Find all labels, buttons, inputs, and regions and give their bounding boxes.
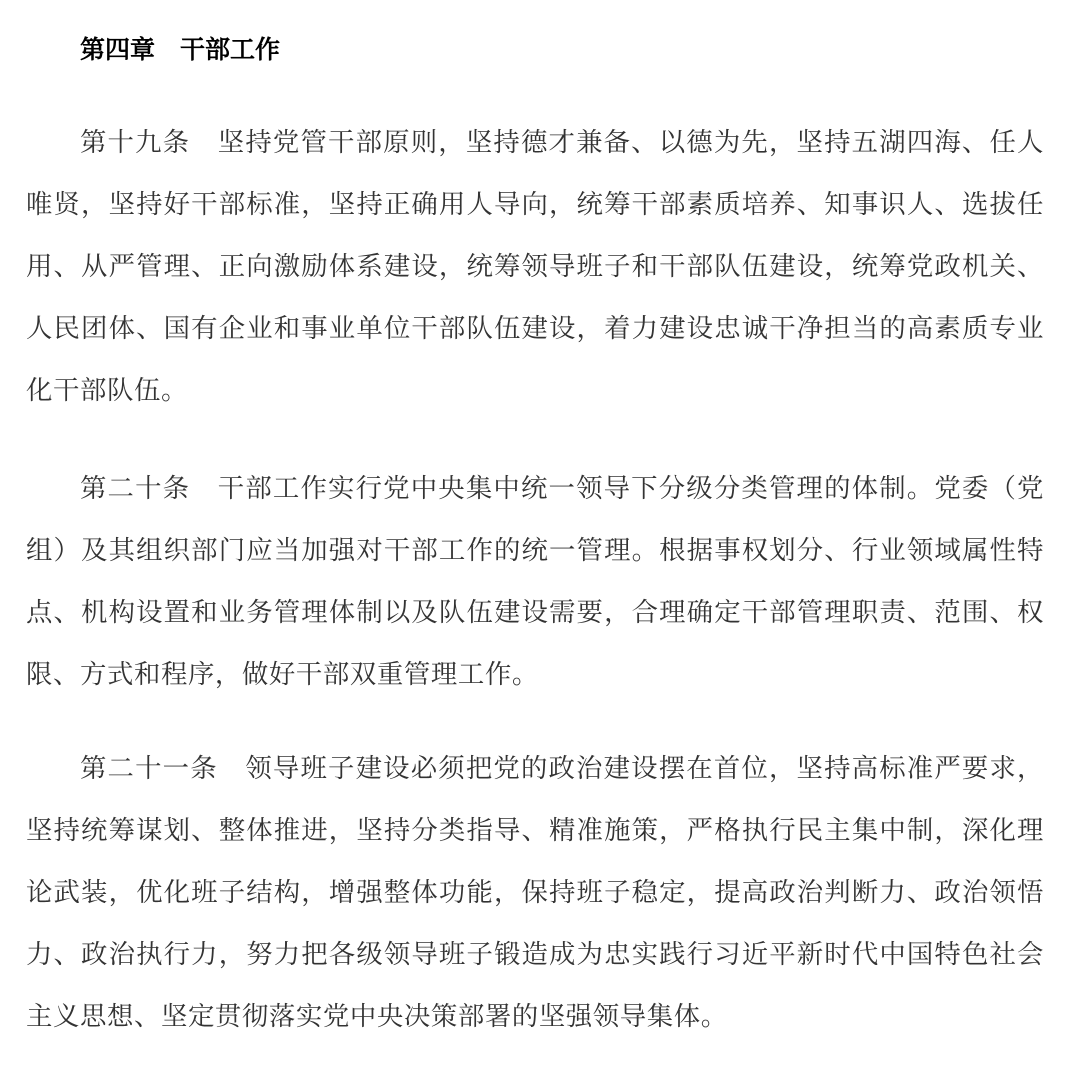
article-label: 第二十一条 — [80, 753, 246, 784]
chapter-heading: 第四章 干部工作 — [80, 35, 281, 64]
article-21 — [26, 738, 1044, 1048]
article-text: 领导班子建设必须把党的政治建设摆在首位，坚持高标准严要求，坚持统筹谋划、整体推进，坚持分类指导、精准施策，严格执行民主集中制，深化理论武装，优化班子结构，增强整体功能，保持班子稳定，提高政治判断力、政治领悟力、政治执行力，努力把各级领导班子锻造成为忠实践行习近平新时代中国特色社会主义思想、坚定贯彻落实党中央决策部署的坚强领导集体。 — [26, 753, 1044, 1032]
article-text: 干部工作实行党中央集中统一领导下分级分类管理的体制。党委（党组）及其组织部门应当加强对干部工作的统一管理。根据事权划分、行业领域属性特点、机构设置和业务管理体制以及队伍建设需要，合理确定干部管理职责、范围、权限、方式和程序，做好干部双重管理工作。 — [26, 473, 1044, 690]
article-19 — [26, 112, 1044, 422]
article-label: 第十九条 — [80, 127, 218, 158]
article-label: 第二十条 — [80, 473, 218, 504]
article-text: 坚持党管干部原则，坚持德才兼备、以德为先，坚持五湖四海、任人唯贤，坚持好干部标准，坚持正确用人导向，统筹干部素质培养、知事识人、选拔任用、从严管理、正向激励体系建设，统筹领导班子和干部队伍建设，统筹党政机关、人民团体、国有企业和事业单位干部队伍建设，着力建设忠诚干净担当的高素质专业化干部队伍。 — [26, 127, 1044, 406]
article-20 — [26, 458, 1044, 706]
